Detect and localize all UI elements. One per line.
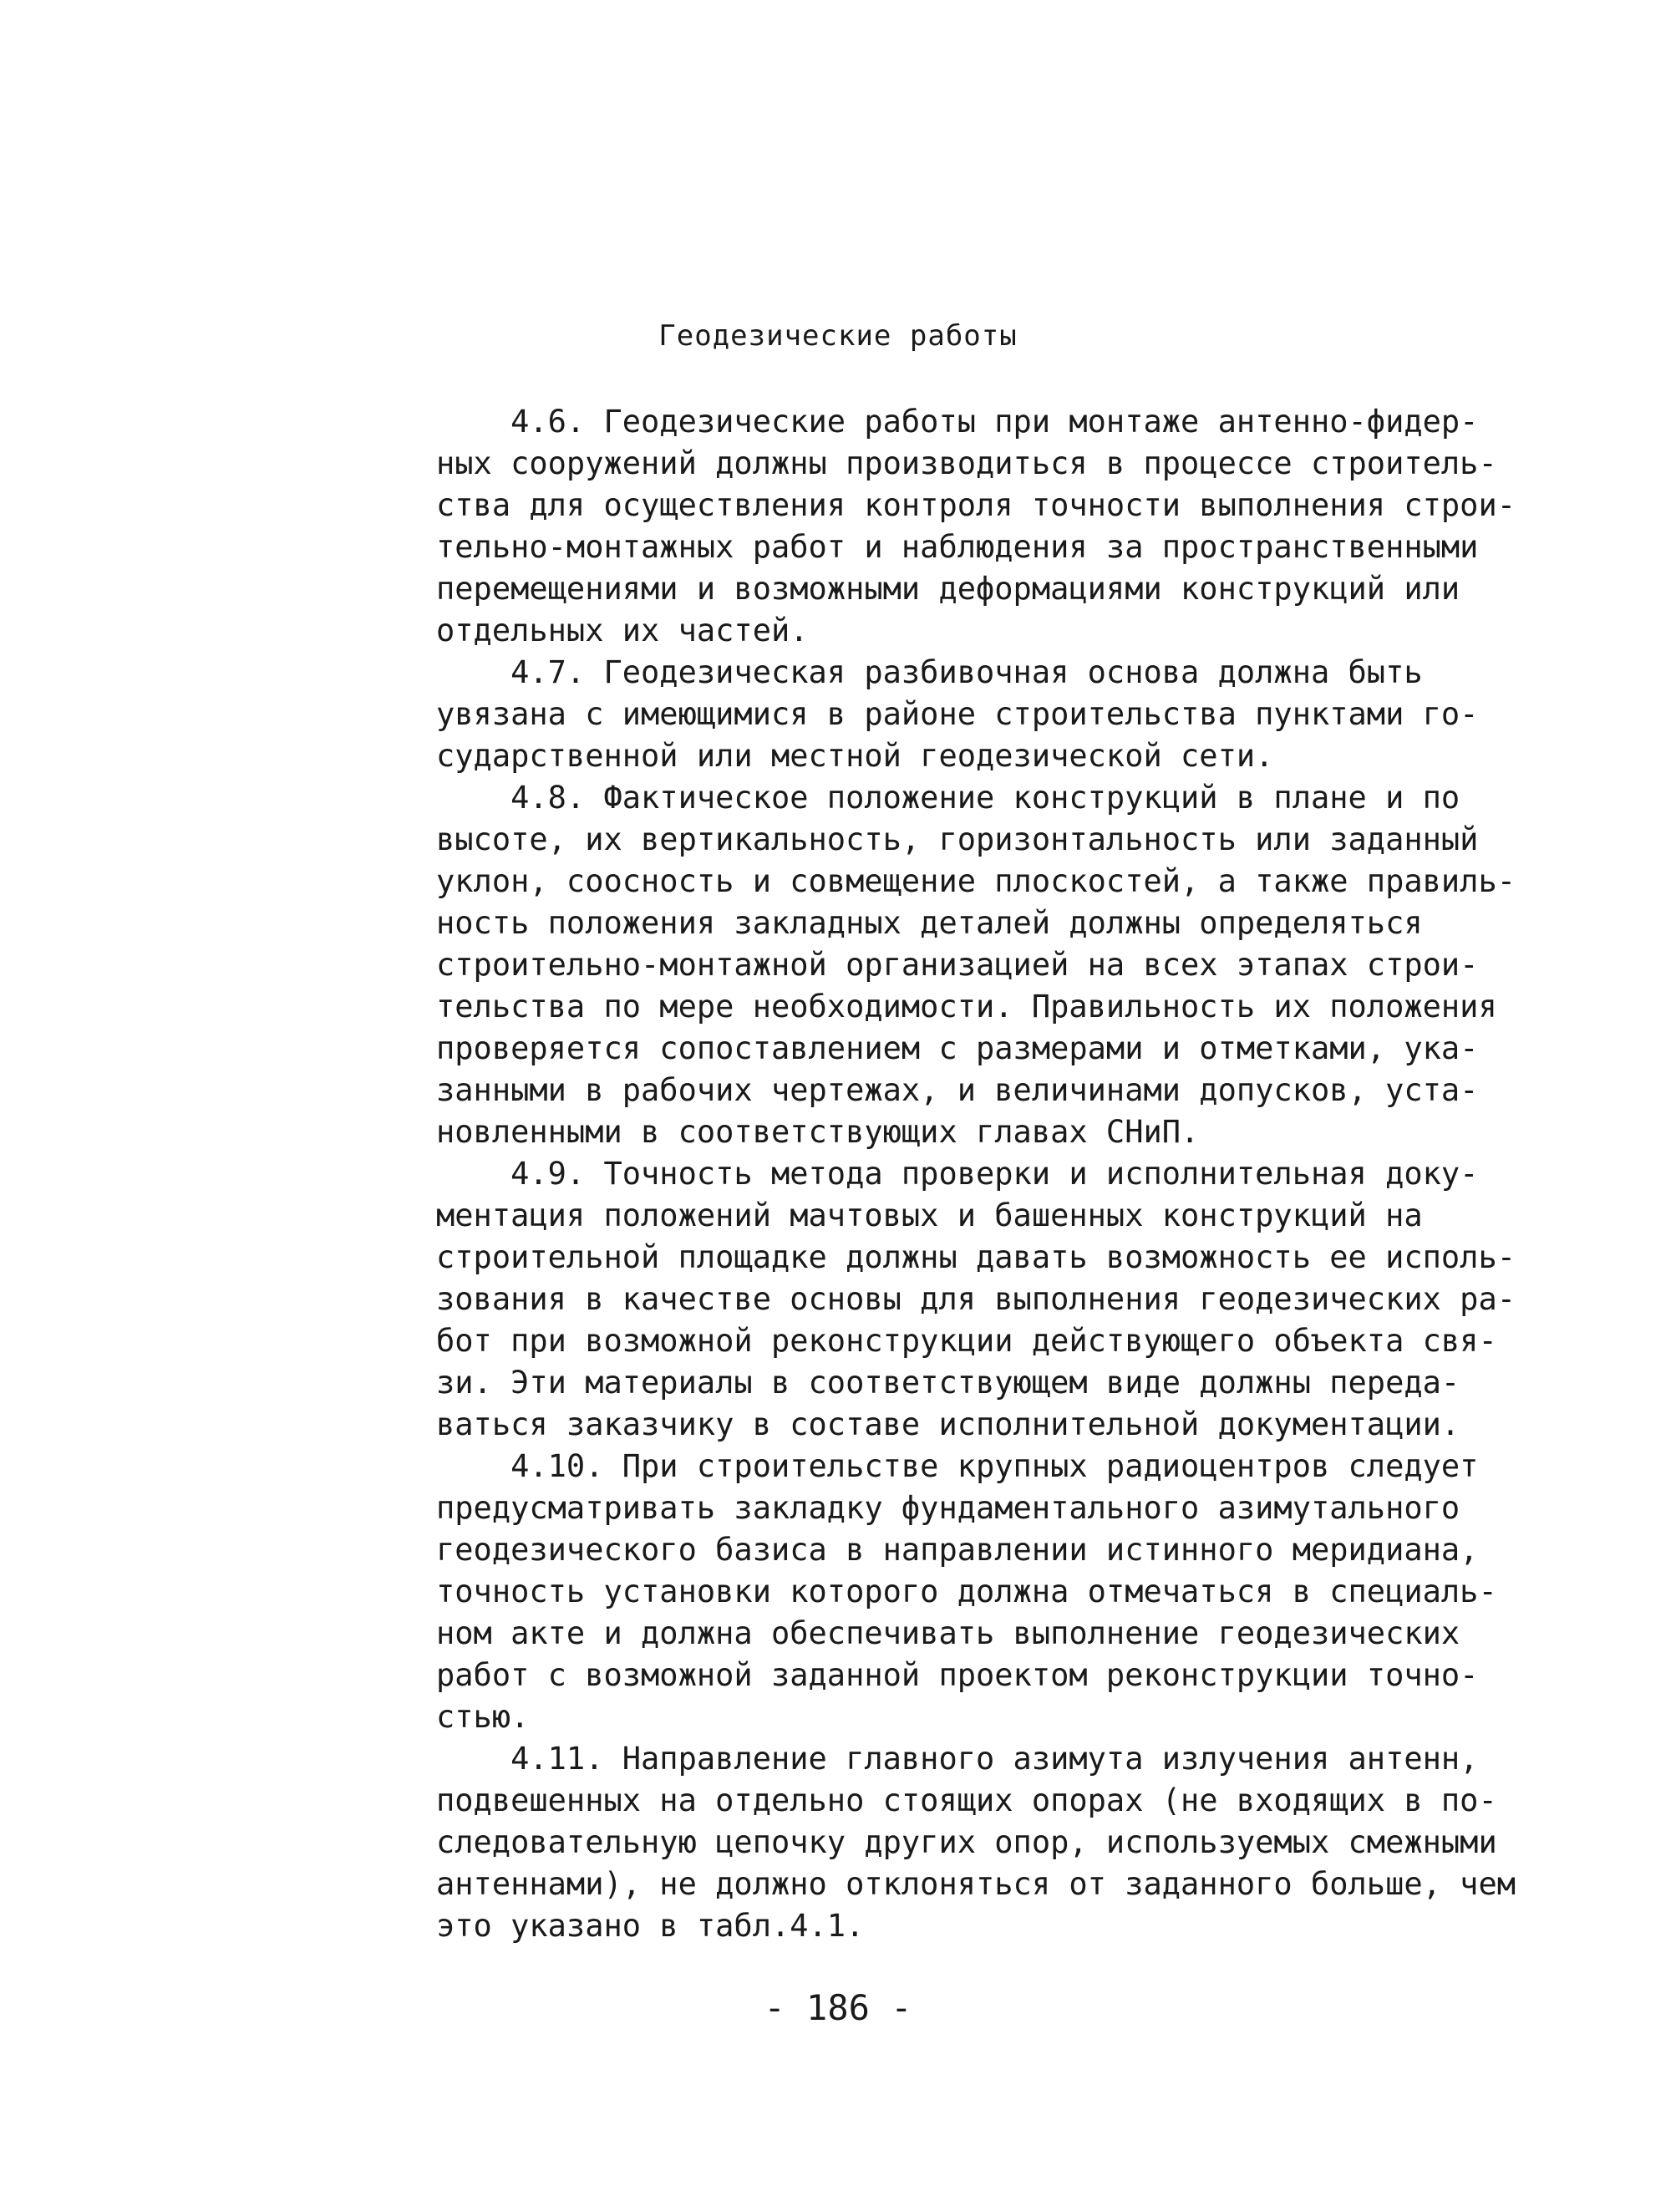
- text-line: увязана с имеющимися в районе строительства пунктами го-: [436, 696, 1479, 732]
- text-line: 4.9. Точность метода проверки и исполнительная доку-: [436, 1156, 1479, 1192]
- text-line: зи. Эти материалы в соответствующем виде должны переда-: [436, 1365, 1460, 1401]
- text-line: перемещениями и возможными деформациями конструкций или: [436, 571, 1460, 607]
- text-line: сударственной или местной геодезической сети.: [436, 738, 1274, 774]
- text-line: ном акте и должна обеспечивать выполнение геодезических: [436, 1615, 1460, 1651]
- text-line: уклон, соосность и совмещение плоскостей, а также правиль-: [436, 863, 1516, 899]
- text-line: 4.11. Направление главного азимута излучения антенн,: [436, 1741, 1479, 1777]
- text-line: подвешенных на отдельно стоящих опорах (не входящих в по-: [436, 1782, 1497, 1818]
- text-line: ваться заказчику в составе исполнительной документации.: [436, 1406, 1460, 1442]
- text-line: 4.6. Геодезические работы при монтаже антенно-фидер-: [436, 404, 1479, 440]
- text-line: высоте, их вертикальность, горизонтальность или заданный: [436, 821, 1479, 857]
- text-line: точность установки которого должна отмечаться в специаль-: [436, 1574, 1497, 1609]
- paragraph-4-8: [436, 777, 1556, 1153]
- text-line: 4.8. Фактическое положение конструкций в плане и по: [436, 780, 1460, 816]
- text-line: проверяется сопоставлением с размерами и отметками, ука-: [436, 1030, 1479, 1066]
- text-line: работ с возможной заданной проектом реконструкции точно-: [436, 1657, 1479, 1693]
- text-line: ность положения закладных деталей должны определяться: [436, 905, 1423, 941]
- paragraph-4-11: [436, 1738, 1556, 1947]
- text-line: следовательную цепочку других опор, используемых смежными: [436, 1824, 1497, 1860]
- text-line: антеннами), не должно отклоняться от заданного больше, чем: [436, 1866, 1516, 1902]
- text-line: бот при возможной реконструкции действующего объекта свя-: [436, 1323, 1497, 1359]
- paragraph-4-10: [436, 1446, 1556, 1738]
- text-line: геодезического базиса в направлении истинного меридиана,: [436, 1532, 1479, 1568]
- text-line: отдельных их частей.: [436, 613, 809, 648]
- section-heading: Геодезические работы: [658, 319, 1018, 353]
- paragraph-4-7: [436, 652, 1556, 777]
- text-line: стью.: [436, 1699, 530, 1735]
- text-line: это указано в табл.4.1.: [436, 1908, 865, 1944]
- text-line: тельства по мере необходимости. Правильность их положения: [436, 989, 1497, 1025]
- paragraph-4-6: [436, 401, 1556, 652]
- text-line: зования в качестве основы для выполнения геодезических ра-: [436, 1281, 1516, 1317]
- text-line: занными в рабочих чертежах, и величинами допусков, уста-: [436, 1072, 1479, 1108]
- paragraph-4-9: [436, 1153, 1556, 1446]
- text-line: тельно-монтажных работ и наблюдения за пространственными: [436, 529, 1479, 565]
- text-line: 4.7. Геодезическая разбивочная основа должна быть: [436, 654, 1423, 690]
- text-line: ных сооружений должны производиться в процессе строитель-: [436, 445, 1497, 481]
- text-line: 4.10. При строительстве крупных радиоцентров следует: [436, 1448, 1479, 1484]
- text-line: ментация положений мачтовых и башенных конструкций на: [436, 1198, 1423, 1233]
- page-number: - 186 -: [764, 1987, 912, 2028]
- body-text: [436, 401, 1556, 1947]
- text-line: новленными в соответствующих главах СНиП.: [436, 1114, 1200, 1150]
- text-line: предусматривать закладку фундаментального азимутального: [436, 1490, 1460, 1526]
- text-line: строительно-монтажной организацией на всех этапах строи-: [436, 947, 1479, 983]
- text-line: строительной площадке должны давать возможность ее исполь-: [436, 1239, 1516, 1275]
- text-line: ства для осуществления контроля точности выполнения строи-: [436, 487, 1516, 523]
